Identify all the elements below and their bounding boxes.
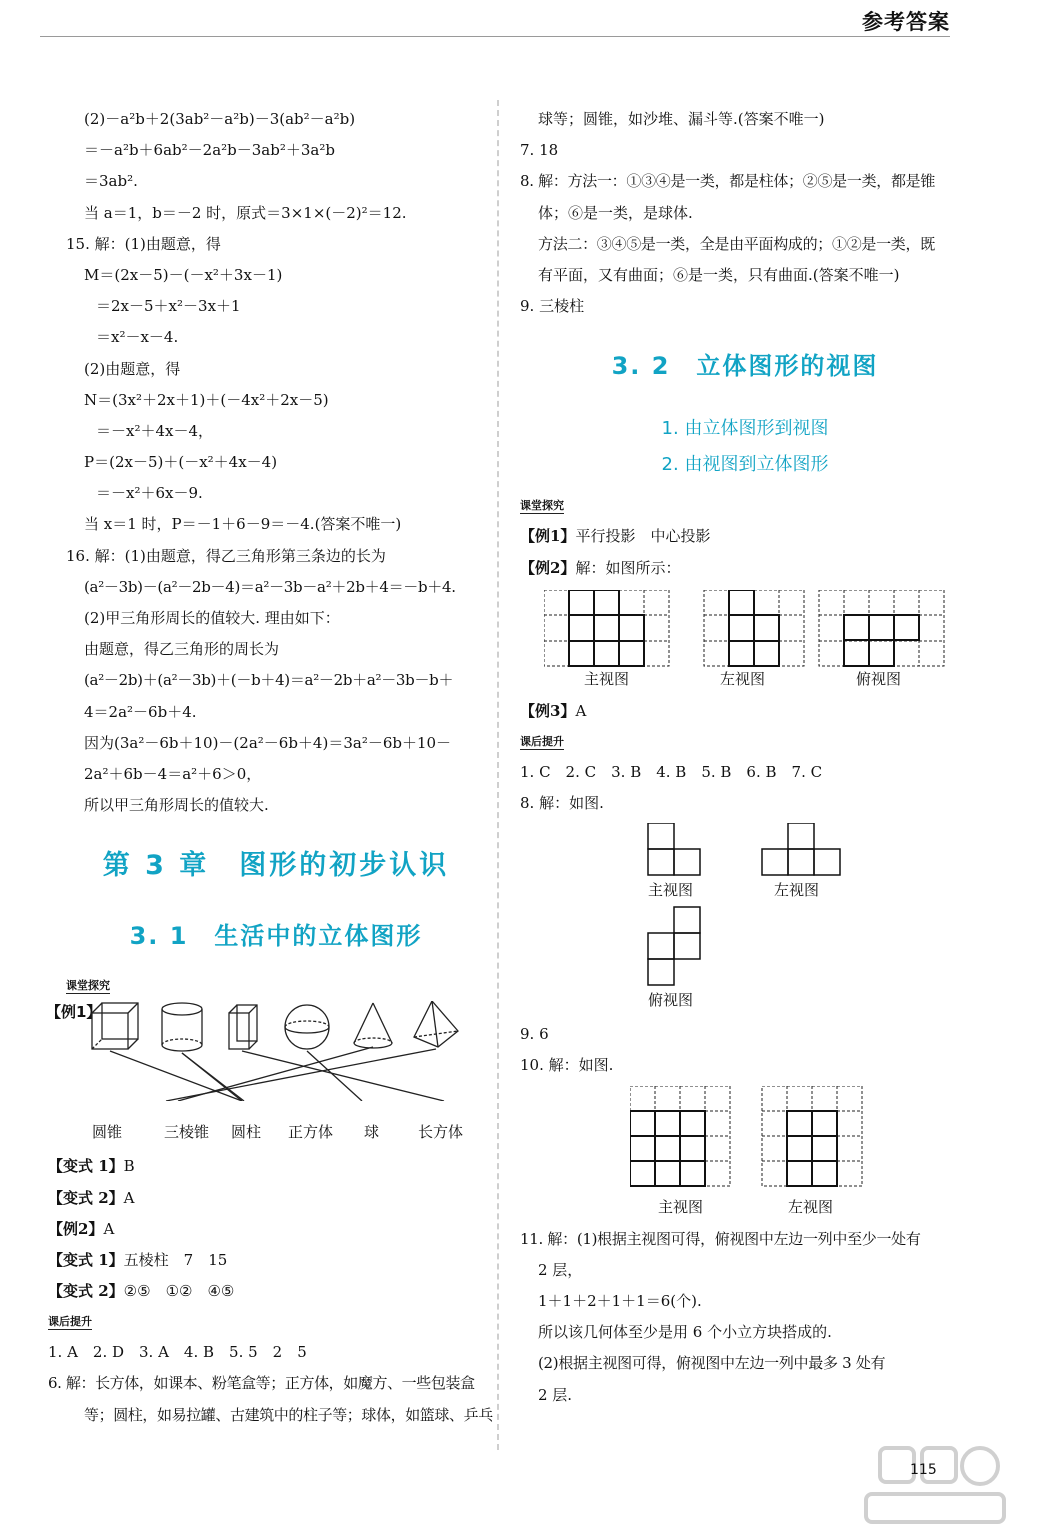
text-line: 当 a＝1，b＝－2 时，原式＝3×1×(－2)²＝12. bbox=[84, 203, 407, 222]
text-line: N＝(3x²＋2x＋1)＋(－4x²＋2x－5) bbox=[84, 390, 329, 409]
view-caption: 俯视图 bbox=[648, 991, 694, 1010]
text-line: 等；圆柱，如易拉罐、古建筑中的柱子等；球体，如篮球、乒乓 bbox=[84, 1405, 493, 1424]
answer-line: 【例3】A bbox=[520, 701, 587, 720]
text-line: ＝x²－x－4. bbox=[96, 328, 179, 347]
shape-matching-figure bbox=[46, 1001, 486, 1121]
shape-name: 圆柱 bbox=[231, 1123, 262, 1142]
text-line: ＝－a²b＋6ab²－2a²b－3ab²＋3a²b bbox=[84, 141, 335, 160]
section-title: 3. 2 立体图形的视图 bbox=[611, 352, 879, 381]
text-line: 体；⑥是一类，是球体. bbox=[538, 203, 693, 222]
question-16-heading: 16. 解：(1)由题意，得乙三角形第三条边的长为 bbox=[66, 546, 386, 565]
shape-name: 圆锥 bbox=[92, 1123, 123, 1142]
text-line: P＝(2x－5)＋(－x²＋4x－4) bbox=[84, 453, 278, 472]
view-caption: 左视图 bbox=[720, 669, 766, 688]
text-line: 2a²＋6b－4＝a²＋6＞0， bbox=[84, 764, 262, 783]
shape-name: 三棱锥 bbox=[164, 1123, 210, 1142]
text-line: 8. 解：方法一：①③④是一类，都是柱体；②⑤是一类，都是锥 bbox=[520, 172, 936, 191]
view-caption: 主视图 bbox=[584, 669, 630, 688]
page-number: 115 bbox=[910, 1462, 937, 1478]
shape-name: 正方体 bbox=[288, 1123, 334, 1142]
right-column bbox=[520, 104, 970, 1411]
q8-views-drawing bbox=[644, 823, 884, 1013]
text-line: 当 x＝1 时，P＝－1＋6－9＝－4.(答案不唯一) bbox=[84, 515, 402, 534]
text-line: 6. 解：长方体，如课本、粉笔盒等；正方体，如魔方、一些包装盒 bbox=[48, 1374, 475, 1393]
shape-names-row bbox=[66, 1121, 486, 1151]
answer-line: 11. 解：(1)根据主视图可得，俯视图中左边一列中至少一处有 bbox=[520, 1229, 921, 1248]
page-header-title: 参考答案 bbox=[862, 10, 950, 34]
column-divider bbox=[497, 100, 499, 1450]
text-line: (2)甲三角形周长的值较大. 理由如下： bbox=[84, 609, 340, 627]
subsection-title: 2. 由视图到立体图形 bbox=[661, 454, 829, 476]
text-line: (2)由题意，得 bbox=[84, 359, 181, 378]
text-line: 由题意，得乙三角形的周长为 bbox=[84, 640, 280, 659]
answer-line: 8. 解：如图. bbox=[520, 794, 604, 813]
answer-line: 1. A 2. D 3. A 4. B 5. 5 2 5 bbox=[48, 1343, 307, 1362]
shapes-diagram bbox=[66, 1001, 486, 1101]
text-line: 所以甲三角形周长的值较大. bbox=[84, 796, 269, 815]
text-line: (a²－2b)＋(a²－3b)＋(－b＋4)＝a²－2b＋a²－3b－b＋ bbox=[84, 671, 454, 690]
view-caption: 左视图 bbox=[788, 1197, 834, 1216]
section-tag: 课堂探究 bbox=[66, 979, 110, 993]
text-line: 1＋1＋2＋1＋1＝6(个). bbox=[538, 1292, 702, 1310]
text-line: ＝3ab². bbox=[84, 172, 138, 191]
text-line: 有平面，又有曲面；⑥是一类，只有曲面.(答案不唯一) bbox=[538, 265, 900, 284]
shape-name: 球 bbox=[364, 1123, 380, 1142]
example-label: 【例1】 bbox=[46, 1003, 102, 1022]
text-line: (a²－3b)－(a²－2b－4)＝a²－3b－a²＋2b＋4＝－b＋4. bbox=[84, 577, 456, 596]
text-line: 球等；圆锥，如沙堆、漏斗等.(答案不唯一) bbox=[538, 110, 825, 128]
text-line: 9. 三棱柱 bbox=[520, 297, 585, 316]
chapter-title: 第 3 章 图形的初步认识 bbox=[102, 850, 450, 882]
section-tag: 课后提升 bbox=[48, 1315, 92, 1329]
answer-line: 9. 6 bbox=[520, 1025, 549, 1044]
view-caption: 左视图 bbox=[774, 881, 820, 900]
text-line: (2)根据主视图可得，俯视图中左边一列中最多 3 处有 bbox=[538, 1354, 886, 1373]
text-line: ＝－x²＋4x－4， bbox=[96, 421, 214, 440]
text-line: ＝2x－5＋x²－3x＋1 bbox=[96, 297, 241, 316]
text-line: (2)－a²b＋2(3ab²－a²b)－3(ab²－a²b) bbox=[84, 110, 356, 128]
answer-line: 【例1】平行投影 中心投影 bbox=[520, 527, 711, 546]
views-grids bbox=[544, 590, 984, 680]
q8-views-figure bbox=[520, 819, 970, 1019]
answer-line: 【变式 1】B bbox=[48, 1157, 135, 1176]
section-tag: 课后提升 bbox=[520, 734, 564, 748]
text-line: 7. 18 bbox=[520, 141, 559, 160]
answer-line: 1. C 2. C 3. B 4. B 5. B 6. B 7. C bbox=[520, 762, 823, 781]
three-views-figure bbox=[520, 584, 970, 696]
text-line: ＝－x²＋6x－9. bbox=[96, 484, 203, 503]
text-line: 2 层， bbox=[538, 1260, 583, 1279]
q10-views-figure bbox=[520, 1082, 970, 1224]
text-line: 所以该几何体至少是用 6 个小立方块搭成的. bbox=[538, 1323, 832, 1342]
watermark-logo bbox=[860, 1440, 1010, 1530]
answer-line: 【变式 1】五棱柱 7 15 bbox=[48, 1250, 228, 1269]
section-title: 3. 1 生活中的立体图形 bbox=[129, 922, 423, 951]
text-line: M＝(2x－5)－(－x²＋3x－1) bbox=[84, 265, 283, 284]
answer-line: 【例2】解：如图所示： bbox=[520, 558, 681, 577]
section-tag: 课堂探究 bbox=[520, 499, 564, 513]
text-line: 因为(3a²－6b＋10)－(2a²－6b＋4)＝3a²－6b＋10－ bbox=[84, 733, 452, 752]
text-line: 2 层. bbox=[538, 1385, 573, 1404]
view-caption: 主视图 bbox=[648, 881, 694, 900]
answer-line: 【变式 2】②⑤ ①② ④⑤ bbox=[48, 1282, 235, 1301]
question-15-heading: 15. 解：(1)由题意，得 bbox=[66, 234, 221, 253]
answer-line: 【例2】A bbox=[48, 1219, 115, 1238]
q10-views-drawing bbox=[630, 1086, 890, 1198]
left-column bbox=[46, 104, 493, 1431]
text-line: 4＝2a²－6b＋4. bbox=[84, 702, 197, 721]
view-caption: 俯视图 bbox=[856, 669, 902, 688]
answer-line: 【变式 2】A bbox=[48, 1188, 135, 1207]
view-caption: 主视图 bbox=[658, 1197, 704, 1216]
answer-line: 10. 解：如图. bbox=[520, 1056, 614, 1075]
header-rule bbox=[40, 36, 950, 37]
shape-name: 长方体 bbox=[418, 1123, 464, 1142]
text-line: 方法二：③④⑤是一类，全是由平面构成的；①②是一类，既 bbox=[538, 234, 935, 253]
subsection-title: 1. 由立体图形到视图 bbox=[661, 418, 829, 440]
